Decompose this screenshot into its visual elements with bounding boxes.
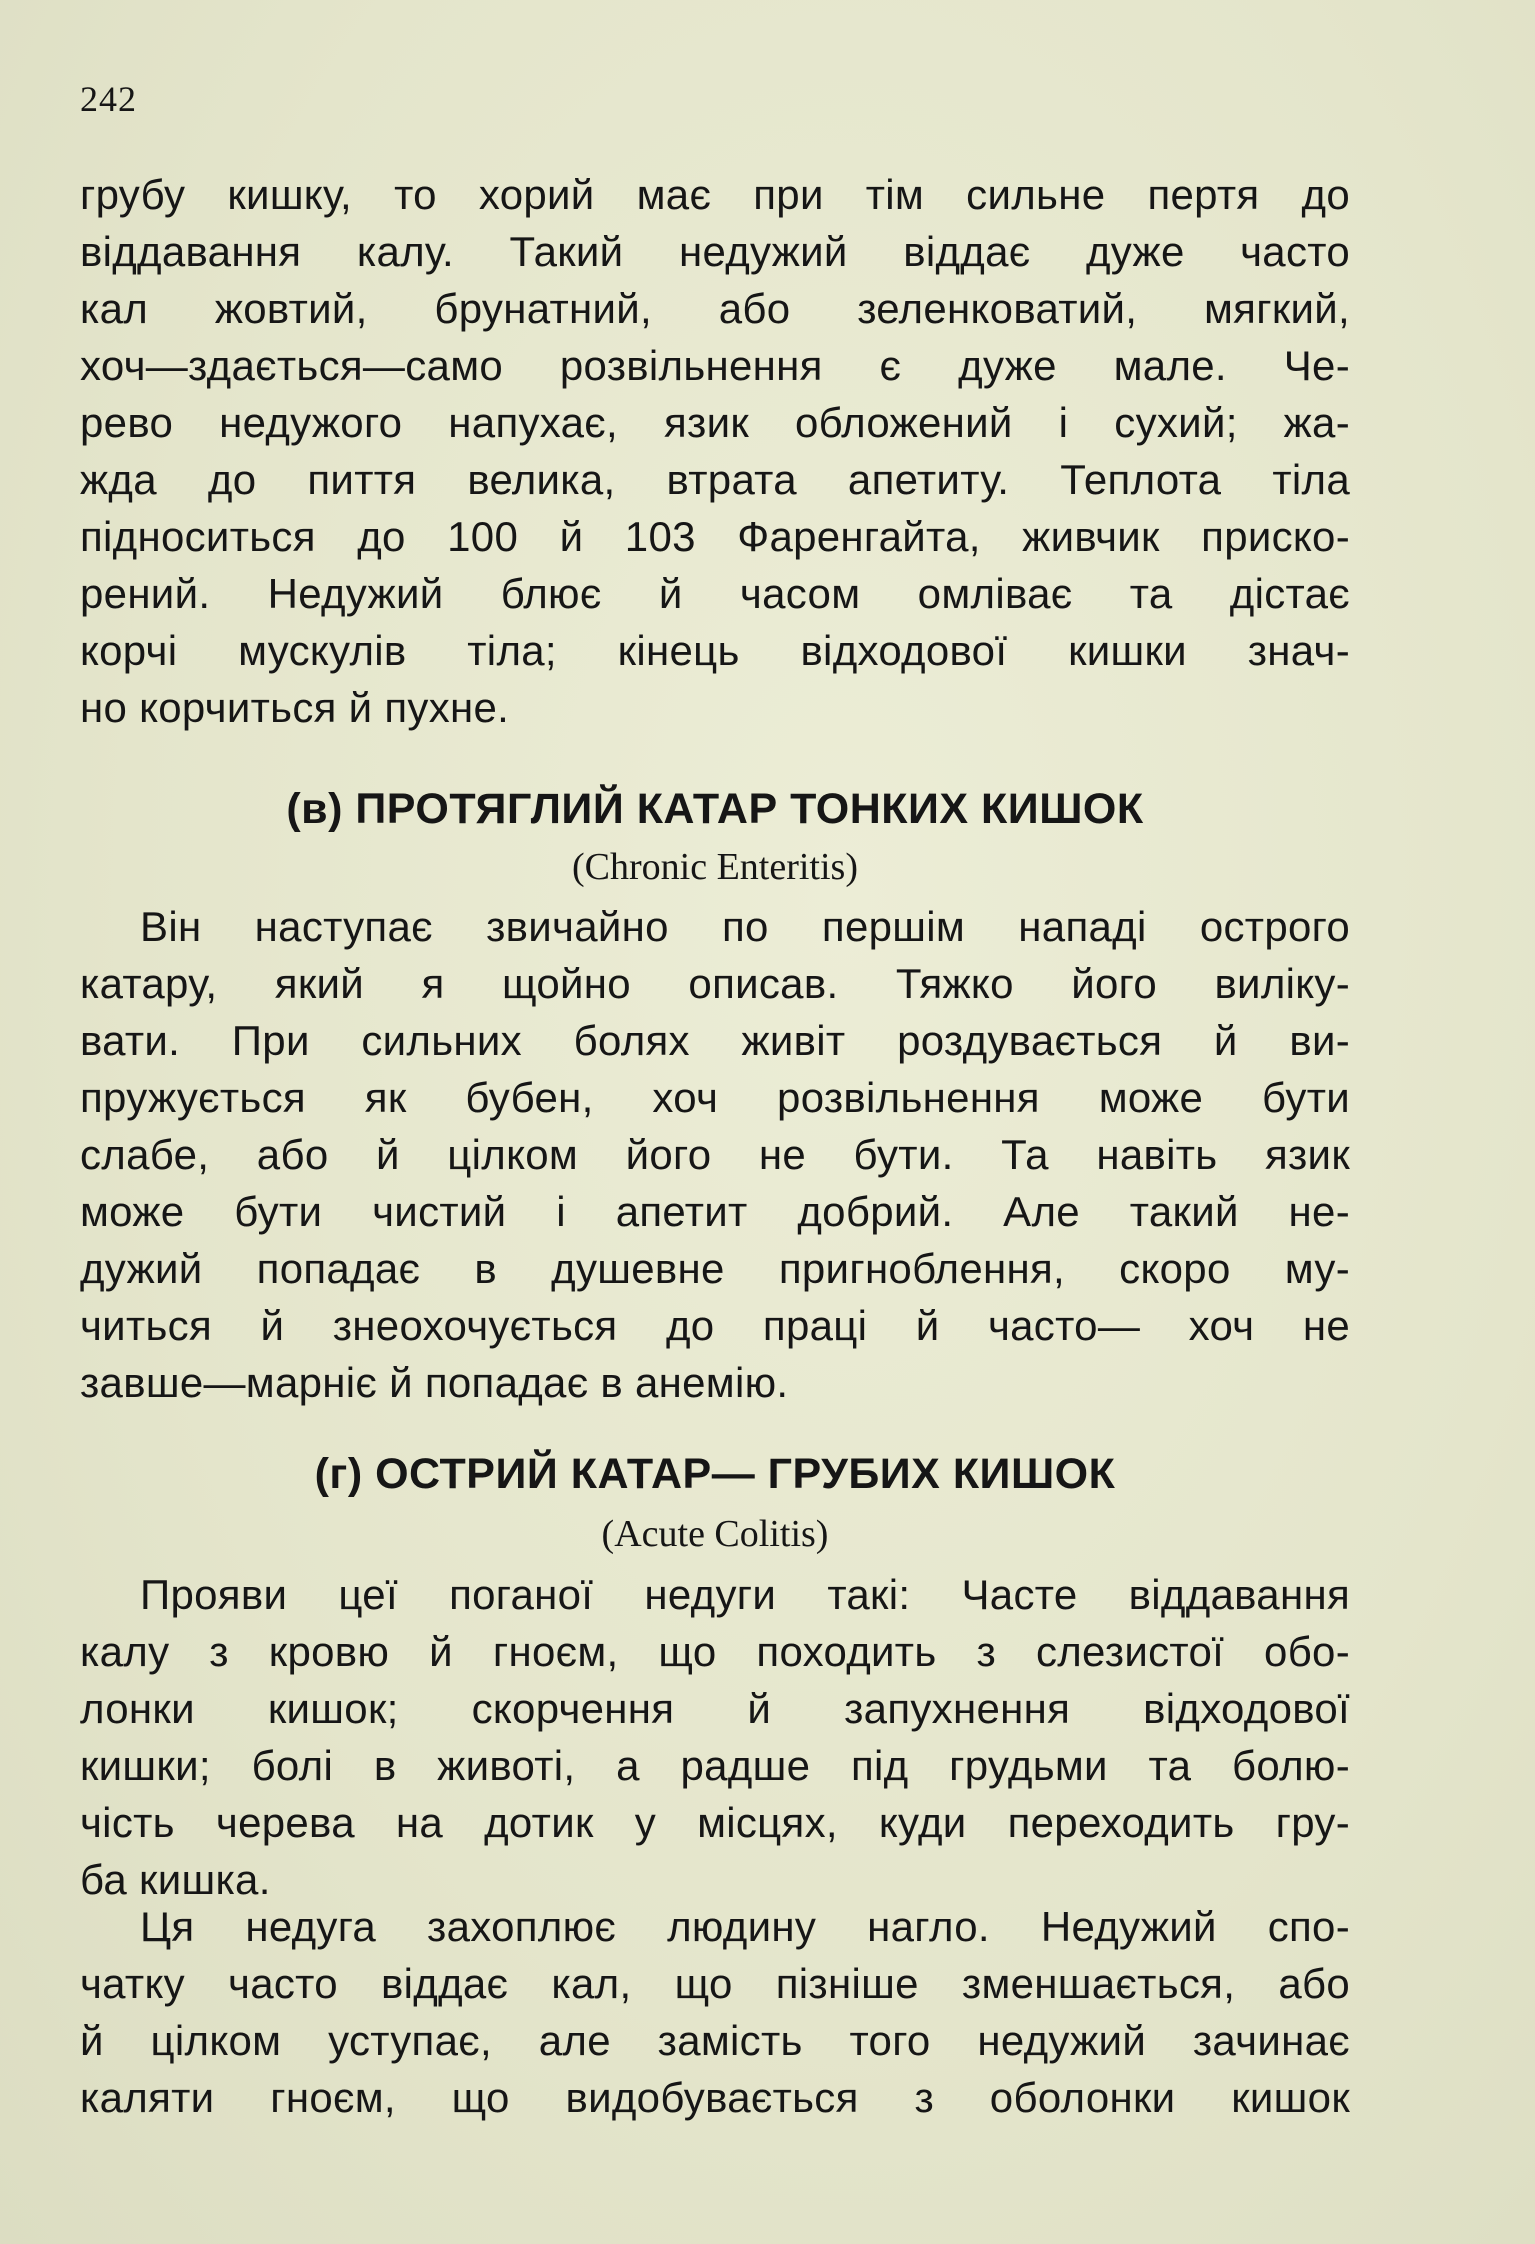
text-line: кал жовтий, брунатний, або зеленковатий, мягкий, bbox=[80, 285, 1350, 332]
text-line: лонки кишок; скорчення й запухнення відходової bbox=[80, 1685, 1350, 1732]
text-line: завше—марніє й попадає в анемію. bbox=[80, 1359, 789, 1406]
section-subheading-g: (Acute Colitis) bbox=[601, 1513, 829, 1555]
text-line: корчі мускулів тіла; кінець відходової кишки знач- bbox=[80, 627, 1350, 674]
text-line: рево недужого напухає, язик обложений і сухий; жа- bbox=[80, 399, 1350, 446]
continued-paragraph bbox=[80, 166, 1350, 736]
text-line: пружується як бубен, хоч розвільнення може бути bbox=[80, 1074, 1350, 1121]
text-line: хоч—здається—само розвільнення є дуже мале. Че- bbox=[80, 342, 1350, 389]
section-heading-g: (г) ОСТРИЙ КАТАР— ГРУБИХ КИШОК bbox=[314, 1450, 1116, 1498]
text-line: Він наступає звичайно по першім нападі острого bbox=[140, 903, 1350, 950]
text-line: й цілком уступає, але замість того недужий зачинає bbox=[80, 2017, 1350, 2064]
text-line: Прояви цеї поганої недуги такі: Часте віддавання bbox=[140, 1571, 1350, 1618]
text-line: слабе, або й цілком його не бути. Та навіть язик bbox=[80, 1131, 1350, 1178]
text-line: віддавання калу. Такий недужий віддає дуже часто bbox=[80, 228, 1350, 275]
section-g-paragraph-2 bbox=[80, 1898, 1350, 2126]
text-line: катару, який я щойно описав. Тяжко його виліку- bbox=[80, 960, 1350, 1007]
text-line: підноситься до 100 й 103 Фаренгайта, живчик приско- bbox=[80, 513, 1350, 560]
section-heading-v: (в) ПРОТЯГЛИЙ КАТАР ТОНКИХ КИШОК bbox=[286, 785, 1144, 833]
text-line: калу з кровю й гноєм, що походить з слезистої обо- bbox=[80, 1628, 1350, 1675]
section-subheading-v: (Chronic Enteritis) bbox=[572, 846, 858, 888]
text-line: жда до пиття велика, втрата апетиту. Теплота тіла bbox=[80, 456, 1350, 503]
text-line: читься й знеохочується до праці й часто— хоч не bbox=[80, 1302, 1350, 1349]
text-line: чатку часто віддає кал, що пізніше зменшається, або bbox=[80, 1960, 1350, 2007]
text-line: Ця недуга захоплює людину нагло. Недужий спо- bbox=[140, 1903, 1350, 1950]
text-line: може бути чистий і апетит добрий. Але такий не- bbox=[80, 1188, 1350, 1235]
text-line: каляти гноєм, що видобувається з оболонки кишок bbox=[80, 2074, 1350, 2121]
text-line: вати. При сильних болях живіт роздувається й ви- bbox=[80, 1017, 1350, 1064]
text-line: но корчиться й пухне. bbox=[80, 684, 510, 731]
text-line: рений. Недужий блює й часом омліває та дістає bbox=[80, 570, 1350, 617]
text-line: дужий попадає в душевне пригноблення, скоро му- bbox=[80, 1245, 1350, 1292]
text-line: ба кишка. bbox=[80, 1856, 271, 1903]
section-g-paragraph-1 bbox=[80, 1566, 1350, 1908]
text-line: кишки; болі в животі, а радше під грудьми та болю- bbox=[80, 1742, 1350, 1789]
section-v-paragraph bbox=[80, 898, 1350, 1411]
text-line: чість черева на дотик у місцях, куди переходить гру- bbox=[80, 1799, 1350, 1846]
page-number: 242 bbox=[80, 79, 137, 119]
text-line: грубу кишку, то хорий має при тім сильне пертя до bbox=[80, 171, 1350, 218]
